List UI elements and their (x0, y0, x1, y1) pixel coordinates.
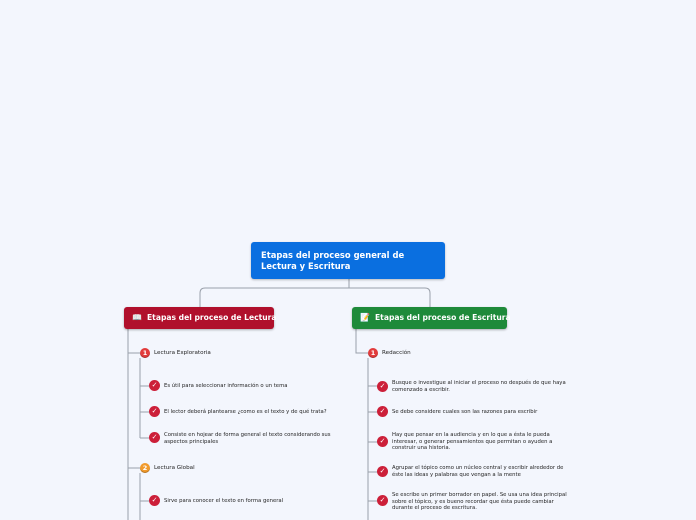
memo-icon: 📝 (360, 313, 370, 322)
central-topic-title: Etapas del proceso general de Lectura y Escritura (261, 250, 405, 271)
branch-reading-label: Etapas del proceso de Lectura (147, 313, 277, 322)
check-icon: ✓ (377, 381, 388, 392)
subtopic-lectura-global[interactable]: Lectura Global (154, 465, 195, 471)
number-1-icon: 1 (140, 348, 150, 358)
number-1-icon: 1 (368, 348, 378, 358)
check-icon: ✓ (149, 495, 160, 506)
check-icon: ✓ (377, 436, 388, 447)
leaf-item[interactable]: Es útil para seleccionar información o un tema (164, 383, 288, 389)
leaf-item[interactable]: Consiste en hojear de forma general el texto considerando sus aspectos principales (164, 432, 331, 445)
subtopic-lectura-exploratoria[interactable]: Lectura Exploratoria (154, 350, 211, 356)
check-icon: ✓ (377, 406, 388, 417)
leaf-item[interactable]: Se debe considere cuales son las razones para escribir (392, 409, 538, 415)
check-icon: ✓ (377, 466, 388, 477)
branch-reading[interactable] (124, 307, 277, 329)
check-icon: ✓ (377, 495, 388, 506)
branch-writing-label: Etapas del proceso de Escritura (375, 313, 511, 322)
leaf-item[interactable]: Agrupar el tópico como un núcleo central y escribir alrededor de éste las ideas y palabras que vengan a la mente (392, 465, 564, 478)
number-2-icon: 2 (140, 463, 150, 473)
leaf-item[interactable]: Se escribe un primer borrador en papel. Se usa una idea principal sobre el tópico, y es bueno recordar que ésta puede cambiar durante el proceso de escritura. (392, 492, 567, 511)
leaf-item[interactable]: Busque o investigue al iniciar el proceso no después de que haya comenzado a escribir. (392, 380, 566, 393)
leaf-item[interactable]: El lector deberá plantearse ¿como es el texto y de qué trata? (164, 409, 327, 415)
check-icon: ✓ (149, 432, 160, 443)
book-icon: 📖 (132, 313, 142, 322)
leaf-item[interactable]: Hay que pensar en la audiencia y en lo que a ésta le pueda interesar, o generar pensamientos que permitan o ayuden a construir una historia. (392, 432, 553, 451)
leaf-item[interactable]: Sirve para conocer el texto en forma general (164, 498, 284, 504)
check-icon: ✓ (149, 406, 160, 417)
branch-writing[interactable] (352, 307, 511, 329)
subtopic-redaccion[interactable]: Redacción (382, 350, 411, 356)
central-topic[interactable] (251, 242, 445, 279)
check-icon: ✓ (149, 380, 160, 391)
